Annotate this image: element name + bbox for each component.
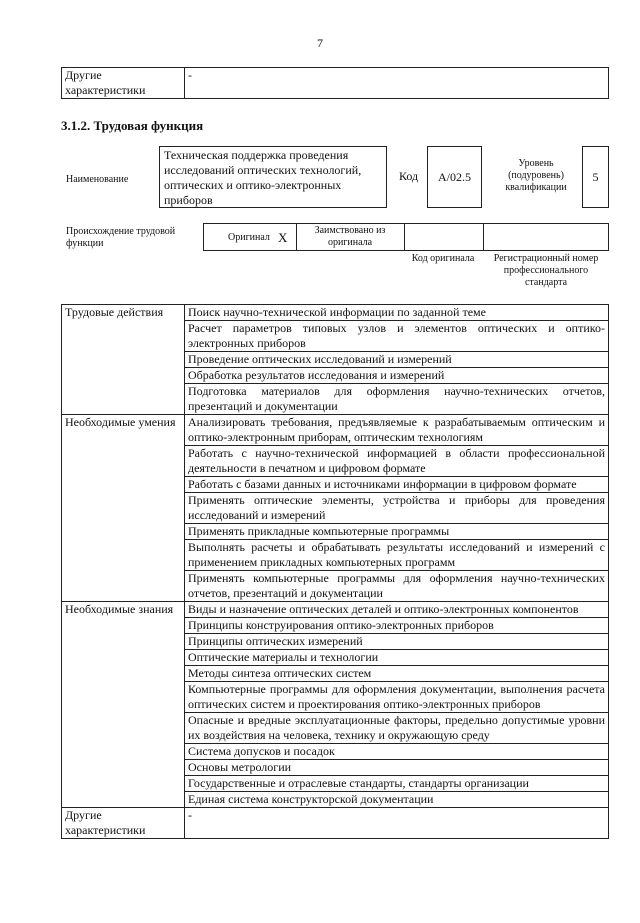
table-row <box>62 808 609 839</box>
skill-item: Применять прикладные компьютерные программы <box>185 524 609 540</box>
origin-divider-3 <box>483 224 484 250</box>
other-characteristics-value: - <box>185 68 609 99</box>
skill-item: Применять оптические элементы, устройства и приборы для проведения исследований и измерений <box>185 493 609 524</box>
skill-group-label: Необходимые умения <box>62 415 185 602</box>
function-name-box: Техническая поддержка проведения исследований оптических технологий, оптических и оптико-электронных приборов <box>159 146 387 208</box>
level-value-box: 5 <box>582 146 609 208</box>
action-group-label: Трудовые действия <box>62 305 185 415</box>
skill-item: Работать с базами данных и источниками информации в цифровом формате <box>185 477 609 493</box>
knowledge-item: Принципы конструирования оптико-электронных приборов <box>185 618 609 634</box>
action-item: Обработка результатов исследования и измерений <box>185 368 609 384</box>
knowledge-item: Основы метрологии <box>185 760 609 776</box>
action-item: Проведение оптических исследований и измерений <box>185 352 609 368</box>
knowledge-item: Виды и назначение оптических деталей и оптико-электронных компонентов <box>185 602 609 618</box>
knowledge-item: Система допусков и посадок <box>185 744 609 760</box>
origin-divider-1 <box>296 224 297 250</box>
knowledge-item: Методы синтеза оптических систем <box>185 666 609 682</box>
knowledge-group-label: Необходимые знания <box>62 602 185 808</box>
origin-row-box <box>203 223 609 251</box>
action-item: Подготовка материалов для оформления научно-технических отчетов, презентаций и документации <box>185 384 609 415</box>
knowledge-item: Оптические материалы и технологии <box>185 650 609 666</box>
origin-label: Происхождение трудовой функции <box>66 226 176 249</box>
skill-item: Анализировать требования, предъявляемые к разрабатываемым оптическим и оптико-электронным приборам, оптическим технологиям <box>185 415 609 446</box>
other-characteristics-label: Другие характеристики <box>62 808 185 839</box>
name-label: Наименование <box>66 174 129 185</box>
table-row <box>62 305 609 321</box>
section-title: 3.1.2. Трудовая функция <box>61 118 204 133</box>
origin-divider-2 <box>404 224 405 250</box>
knowledge-item: Государственные и отраслевые стандарты, стандарты организации <box>185 776 609 792</box>
table-row <box>62 415 609 446</box>
labor-function-table <box>61 304 609 839</box>
skill-item: Выполнять расчеты и обрабатывать результаты исследований и измерений с применением прикладных компьютерных программ <box>185 540 609 571</box>
level-label: Уровень (подуровень) квалификации <box>505 158 567 193</box>
page-number: 7 <box>317 36 323 50</box>
knowledge-item: Компьютерные программы для оформления документации, выполнения расчета оптических систем и проектирования оптико-электронных приборов <box>185 682 609 713</box>
action-item: Расчет параметров типовых узлов и элементов оптических и оптико-электронных приборов <box>185 321 609 352</box>
code-value-box: A/02.5 <box>427 146 482 208</box>
table-row <box>62 602 609 618</box>
borrowed-label: Заимствовано из оригинала <box>314 225 386 248</box>
knowledge-item: Принципы оптических измерений <box>185 634 609 650</box>
knowledge-item: Опасные и вредные эксплуатационные факторы, предельно допустимые уровни их воздействия на человека, технику и окружающую среду <box>185 713 609 744</box>
other-characteristics-value: - <box>185 808 609 839</box>
reg-number-caption: Регистрационный номер профессионального стандарта <box>493 253 599 288</box>
original-label: Оригинал <box>228 232 270 243</box>
code-original-caption: Код оригинала <box>411 253 475 264</box>
top-characteristics-table <box>61 67 609 99</box>
skill-item: Применять компьютерные программы для оформления научно-технических отчетов, презентаций и документации <box>185 571 609 602</box>
action-item: Поиск научно-технической информации по заданной теме <box>185 305 609 321</box>
code-label: Код <box>399 169 419 183</box>
knowledge-item: Единая система конструкторской документации <box>185 792 609 808</box>
other-characteristics-label: Другие характеристики <box>62 68 185 99</box>
skill-item: Работать с научно-технической информацией в области профессиональной деятельности в печатном и цифровом формате <box>185 446 609 477</box>
original-mark: X <box>278 230 288 245</box>
